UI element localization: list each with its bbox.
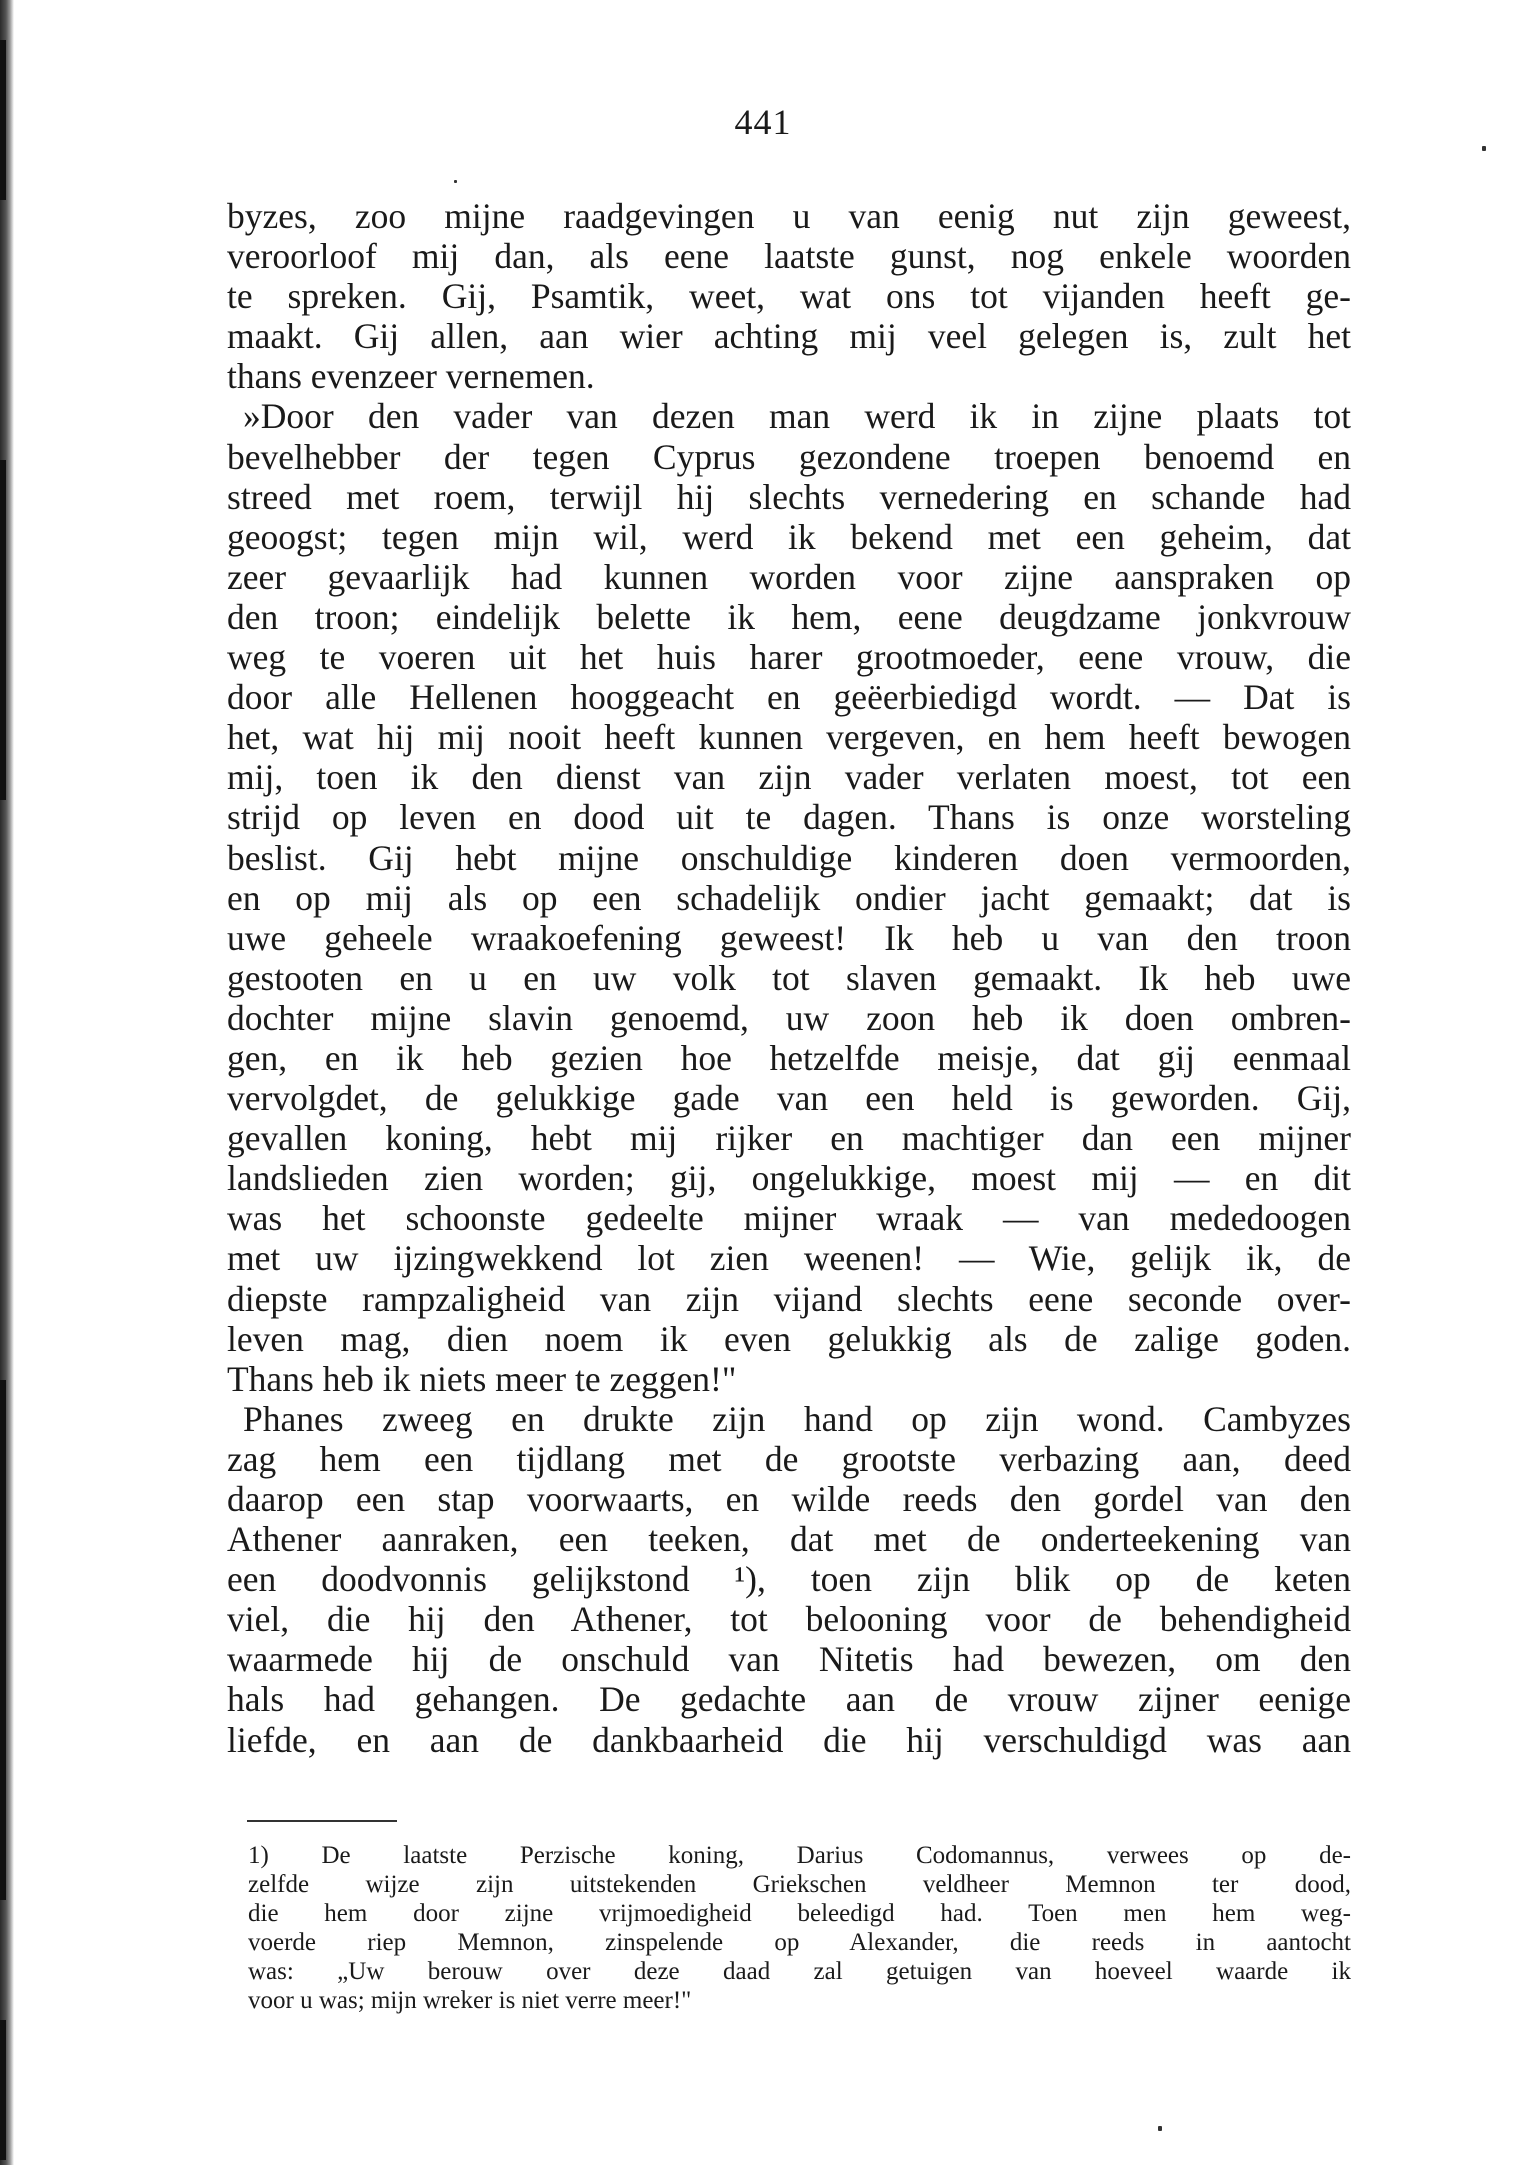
text-line: maakt. Gij allen, aan wier achting mij veel gelegen is, zult het: [227, 316, 1351, 357]
footnote-divider: [247, 1820, 397, 1822]
binding-shadow-mark: [0, 1380, 6, 1900]
text-line: en op mij als op een schadelijk ondier jacht gemaakt; dat is: [227, 877, 1351, 918]
text-line: Thans heb ik niets meer te zeggen!": [227, 1358, 737, 1399]
footnote: [248, 1842, 1351, 2015]
text-line: Athener aanraken, een teeken, dat met de onderteekening van: [227, 1519, 1351, 1560]
text-line: hals had gehangen. De gedachte aan de vrouw zijner eenige: [227, 1679, 1351, 1720]
text-line: het, wat hij mij nooit heeft kunnen vergeven, en hem heeft bewogen: [227, 717, 1351, 758]
text-line: Phanes zweeg en drukte zijn hand op zijn wond. Cambyzes: [243, 1398, 1351, 1439]
text-line: byzes, zoo mijne raadgevingen u van eenig nut zijn geweest,: [227, 196, 1351, 236]
page-number: 441: [734, 102, 792, 142]
text-line: viel, die hij den Athener, tot belooning voor de behendigheid: [227, 1599, 1351, 1640]
text-line: veroorloof mij dan, als eene laatste gunst, nog enkele woorden: [227, 236, 1351, 277]
text-line: beslist. Gij hebt mijne onschuldige kinderen doen vermoorden,: [227, 837, 1351, 878]
text-line: geoogst; tegen mijn wil, werd ik bekend met een geheim, dat: [227, 516, 1351, 557]
text-line: door alle Hellenen hooggeacht en geëerbiedigd wordt. — Dat is: [227, 677, 1351, 718]
text-line: weg te voeren uit het huis harer grootmoeder, eene vrouw, die: [227, 637, 1351, 678]
text-line: strijd op leven en dood uit te dagen. Thans is onze worsteling: [227, 797, 1351, 838]
binding-shadow-mark: [0, 460, 6, 800]
text-line: te spreken. Gij, Psamtik, weet, wat ons tot vijanden heeft ge-: [227, 276, 1351, 317]
text-line: gevallen koning, hebt mij rijker en machtiger dan een mijner: [227, 1118, 1351, 1159]
text-line: mij, toen ik den dienst van zijn vader verlaten moest, tot een: [227, 757, 1351, 798]
paper-speck: [1482, 146, 1486, 151]
body-text: [227, 196, 1351, 1760]
text-line: uwe geheele wraakoefening geweest! Ik heb u van den troon: [227, 917, 1351, 958]
paper-speck: [1158, 2126, 1162, 2131]
text-line: liefde, en aan de dankbaarheid die hij verschuldigd was aan: [227, 1719, 1351, 1760]
text-line: den troon; eindelijk belette ik hem, eene deugdzame jonkvrouw: [227, 596, 1351, 637]
text-line: een doodvonnis gelijkstond ¹), toen zijn blik op de keten: [227, 1559, 1351, 1600]
text-line: waarmede hij de onschuld van Nitetis had bewezen, om den: [227, 1639, 1351, 1680]
text-line: zeer gevaarlijk had kunnen worden voor zijne aanspraken op: [227, 556, 1351, 597]
footnote-line: 1) De laatste Perzische koning, Darius Codomannus, verwees op de-: [248, 1842, 1351, 1869]
text-line: streed met roem, terwijl hij slechts vernedering en schande had: [227, 476, 1351, 517]
text-line: zag hem een tijdlang met de grootste verbazing aan, deed: [227, 1438, 1351, 1479]
footnote-line: voerde riep Memnon, zinspelende op Alexander, die reeds in aantocht: [248, 1928, 1351, 1956]
footnote-line: die hem door zijne vrijmoedigheid beleedigd had. Toen men hem weg-: [248, 1899, 1351, 1927]
footnote-line: voor u was; mijn wreker is niet verre meer!": [248, 1986, 692, 2014]
text-line: thans evenzeer vernemen.: [227, 356, 595, 397]
text-line: bevelhebber der tegen Cyprus gezondene troepen benoemd en: [227, 436, 1351, 477]
text-line: gen, en ik heb gezien hoe hetzelfde meisje, dat gij eenmaal: [227, 1037, 1351, 1078]
footnote-line: was: „Uw berouw over deze daad zal getuigen van hoeveel waarde ik: [248, 1957, 1351, 1985]
text-line: met uw ijzingwekkend lot zien weenen! — Wie, gelijk ik, de: [227, 1238, 1351, 1279]
paper-speck: [454, 180, 457, 183]
text-line: was het schoonste gedeelte mijner wraak — van mededoogen: [227, 1198, 1351, 1239]
text-line: diepste rampzaligheid van zijn vijand slechts eene seconde over-: [227, 1278, 1351, 1319]
text-line: vervolgdet, de gelukkige gade van een held is geworden. Gij,: [227, 1078, 1351, 1119]
text-line: landslieden zien worden; gij, ongelukkige, moest mij — en dit: [227, 1158, 1351, 1199]
text-line: dochter mijne slavin genoemd, uw zoon heb ik doen ombren-: [227, 997, 1351, 1038]
footnote-line: zelfde wijze zijn uitstekenden Griekschen veldheer Memnon ter dood,: [248, 1870, 1351, 1898]
text-line: gestooten en u en uw volk tot slaven gemaakt. Ik heb uwe: [227, 957, 1351, 998]
text-line: leven mag, dien noem ik even gelukkig als de zalige goden.: [227, 1318, 1351, 1359]
text-line: »Door den vader van dezen man werd ik in zijne plaats tot: [243, 396, 1351, 437]
binding-shadow-mark: [0, 2020, 6, 2160]
text-line: daarop een stap voorwaarts, en wilde reeds den gordel van den: [227, 1479, 1351, 1519]
